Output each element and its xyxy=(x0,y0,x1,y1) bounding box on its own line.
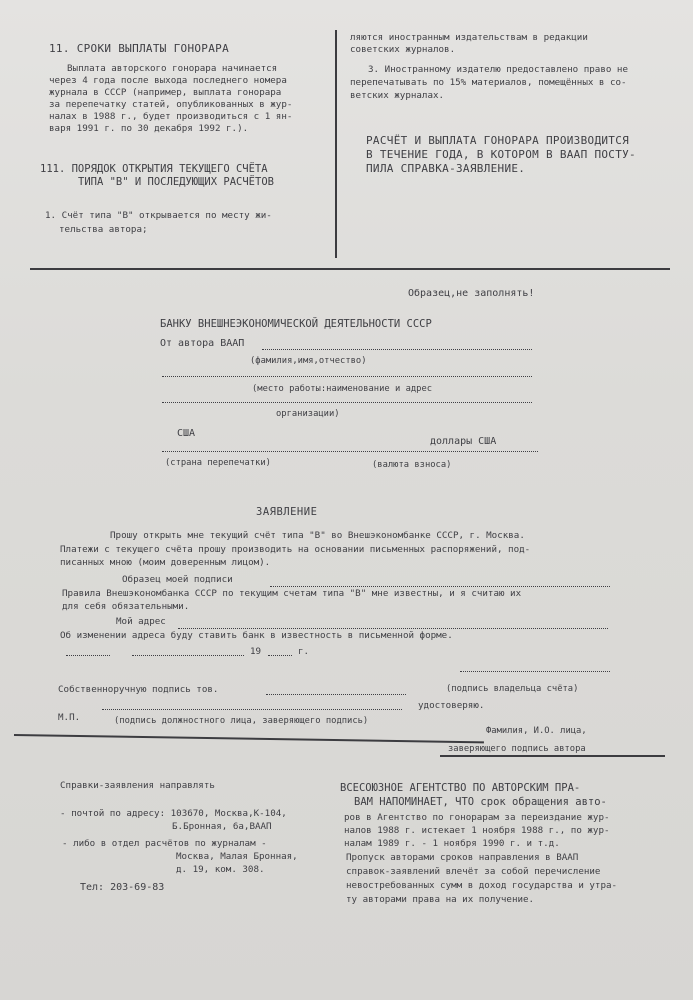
bottom-rule xyxy=(14,734,484,743)
mp-label: М.П. xyxy=(58,712,81,723)
section3-heading: 111. ПОРЯДОК ОТКРЫТИЯ ТЕКУЩЕГО СЧЁТА xyxy=(40,163,268,175)
mail-line: - почтой по адресу: 103670, Москва,К-104, xyxy=(60,808,287,819)
from-author-label: От автора ВААП xyxy=(160,338,245,349)
section2-line: журнала в СССР (например, выплата гонорара xyxy=(49,87,282,98)
right-line: перепечатывать по 15% материалов, помещённых в со- xyxy=(350,77,627,88)
address-field[interactable] xyxy=(178,628,608,629)
statement-title: ЗАЯВЛЕНИЕ xyxy=(256,506,318,518)
own-signature-name-field[interactable] xyxy=(266,694,406,695)
year-field[interactable] xyxy=(268,655,292,656)
section2-line: налах в 1988 г., будет производиться с 1 ян- xyxy=(49,111,293,122)
notice-line: РАСЧЁТ И ВЫПЛАТА ГОНОРАРА ПРОИЗВОДИТСЯ xyxy=(366,134,630,147)
year-prefix: 19 xyxy=(250,646,262,657)
notice-line: ПИЛА СПРАВКА-ЗАЯВЛЕНИЕ. xyxy=(366,162,526,175)
section2-heading: 11. СРОКИ ВЫПЛАТЫ ГОНОРАРА xyxy=(49,42,229,55)
month-field[interactable] xyxy=(132,655,244,656)
mail-line: Б.Бронная, 6а,ВААП xyxy=(172,821,272,832)
caption-fio-cont: заверяющего подпись автора xyxy=(448,744,586,754)
section3-line: 1. Счёт типа "В" открывается по месту жи- xyxy=(45,210,272,221)
statement-line: Прошу открыть мне текущий счёт типа "В" во Внешэкономбанке СССР, г. Москва. xyxy=(110,530,525,541)
office-line: д. 19, ком. 308. xyxy=(176,864,265,875)
workplace-field-2[interactable] xyxy=(162,402,532,403)
sample-note: Образец,не заполнять! xyxy=(408,288,535,299)
bottom-rule-right xyxy=(440,755,665,757)
office-line: Москва, Малая Бронная, xyxy=(176,851,298,862)
owner-signature-field[interactable] xyxy=(460,671,610,672)
section2-line: Выплата авторского гонорара начинается xyxy=(67,63,278,74)
section2-line: за перепечатку статей, опубликованных в жур- xyxy=(49,99,293,110)
phone-line: Тел: 203-69-83 xyxy=(80,882,165,893)
office-line: - либо в отдел расчётов по журналам - xyxy=(62,838,267,849)
caption-owner-signature: (подпись владельца счёта) xyxy=(446,684,579,694)
right-line: ветских журналах. xyxy=(350,90,445,101)
agency-line: ров в Агентство по гонорарам за переиздание жур- xyxy=(344,812,610,823)
section2-line: варя 1991 г. по 30 декабря 1992 г.). xyxy=(49,123,249,134)
right-line: 3. Иностранному издателю предоставлено право не xyxy=(368,64,628,75)
caption-currency: (валюта взноса) xyxy=(372,460,452,470)
agency-heading: ВСЕСОЮЗНОЕ АГЕНТСТВО ПО АВТОРСКИМ ПРА- xyxy=(340,782,581,794)
bank-title: БАНКУ ВНЕШНЕЭКОНОМИЧЕСКОЙ ДЕЯТЕЛЬНОСТИ СССР xyxy=(160,318,432,330)
agency-line: налов 1988 г. истекает 1 ноября 1988 г., по жур- xyxy=(344,825,610,836)
rules-line: Правила Внешэкономбанка СССР по текущим счетам типа "В" мне известны, и я считаю их xyxy=(62,588,522,599)
section3-line: тельства автора; xyxy=(59,224,148,235)
certify-text: удостоверяю. xyxy=(418,700,485,711)
right-line: советских журналов. xyxy=(350,44,456,55)
caption-country: (страна перепечатки) xyxy=(165,458,271,468)
author-name-field[interactable] xyxy=(262,349,532,350)
my-address-label: Мой адрес xyxy=(116,616,166,627)
day-field[interactable] xyxy=(66,655,110,656)
currency-value: доллары США xyxy=(430,436,497,447)
agency-line: справок-заявлений влечёт за собой перечисление xyxy=(346,866,601,877)
caption-fio: Фамилия, И.О. лица, xyxy=(486,726,587,736)
signature-sample-label: Образец моей подписи xyxy=(122,574,233,585)
agency-line: налам 1989 г. - 1 ноября 1990 г. и т.д. xyxy=(344,838,560,849)
cut-line xyxy=(30,268,670,270)
section3-heading-cont: ТИПА "В" И ПОСЛЕДУЮЩИХ РАСЧЁТОВ xyxy=(78,176,274,188)
statement-line: писанных мною (моим доверенным лицом). xyxy=(60,557,271,568)
statement-line: Платежи с текущего счёта прошу производить на основании письменных распоряжений, под- xyxy=(60,544,531,555)
own-signature-label: Собственноручную подпись тов. xyxy=(58,684,219,695)
notice-line: В ТЕЧЕНИЕ ГОДА, В КОТОРОМ В ВААП ПОСТУ- xyxy=(366,148,636,161)
column-divider xyxy=(335,30,337,258)
section2-line: через 4 года после выхода последнего номера xyxy=(49,75,287,86)
caption-workplace-cont: организации) xyxy=(276,409,340,419)
country-value: США xyxy=(177,428,196,439)
caption-name: (фамилия,имя,отчество) xyxy=(250,356,367,366)
caption-workplace: (место работы:наименование и адрес xyxy=(252,384,433,394)
agency-line: Пропуск авторами сроков направления в ВААП xyxy=(346,852,579,863)
agency-line: невостребованных сумм в доход государства и утра- xyxy=(346,880,618,891)
agency-heading-cont: ВАМ НАПОМИНАЕТ, ЧТО срок обращения авто- xyxy=(354,796,607,808)
workplace-field[interactable] xyxy=(162,376,532,377)
send-heading: Справки-заявления направлять xyxy=(60,780,215,791)
year-suffix: г. xyxy=(298,646,310,657)
address-change-line: Об изменении адреса буду ставить банк в известность в письменной форме. xyxy=(60,630,453,641)
caption-official-signature: (подпись должностного лица, заверяющего подпись) xyxy=(114,716,369,726)
agency-line: ту авторами права на их получение. xyxy=(346,894,535,905)
country-currency-field[interactable] xyxy=(162,451,538,452)
rules-line: для себя обязательными. xyxy=(62,601,190,612)
official-signature-field[interactable] xyxy=(102,709,402,710)
right-line: ляются иностранным издательствам в редакции xyxy=(350,32,588,43)
signature-sample-field[interactable] xyxy=(270,586,610,587)
